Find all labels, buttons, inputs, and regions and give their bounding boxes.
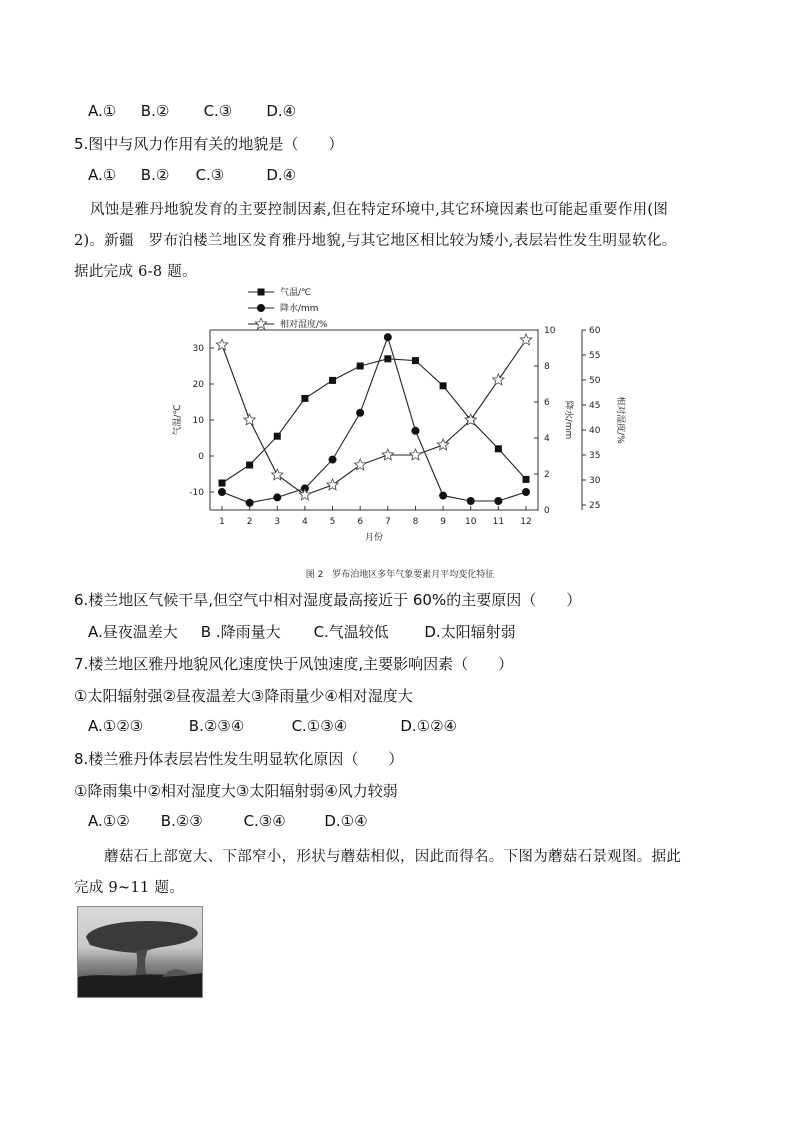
passage1-line3: 据此完成 6-8 题。: [74, 264, 197, 280]
q8-stem: 8.楼兰雅丹体表层岩性发生明显软化原因（ ）: [74, 750, 404, 768]
q4-option-c: C.③: [203, 102, 233, 120]
humidity-tick-label: 35: [589, 451, 601, 461]
legend-marker-temp: [258, 289, 265, 296]
passage2-line1: 蘑菇石上部宽大、下部窄小，形状与蘑菇相似，因此而得名。下图为蘑菇石景观图。据此: [104, 849, 682, 865]
point-temp: [301, 395, 308, 402]
point-humidity: [520, 334, 531, 345]
q7-option-d: D.①②④: [400, 717, 458, 735]
humidity-tick-label: 60: [589, 326, 601, 336]
q7-option-b: B.②③④: [188, 717, 245, 735]
legend-marker-humidity: [255, 318, 266, 329]
point-temp: [219, 480, 226, 487]
legend-label: 气温/℃: [280, 288, 312, 298]
q7-options: [88, 717, 457, 735]
point-temp: [495, 445, 502, 452]
q8-option-c: C.③④: [243, 812, 286, 830]
climate-chart: [160, 282, 640, 582]
q6-option-c: C.气温较低: [313, 623, 389, 641]
point-precip: [356, 409, 364, 417]
x-tick-label: 10: [465, 517, 477, 527]
point-humidity: [299, 489, 310, 500]
q5-option-d: D.④: [266, 166, 297, 184]
mushroom-rock-photo: [77, 906, 203, 998]
point-precip: [522, 488, 530, 496]
legend-label: 降水/mm: [280, 304, 319, 314]
point-humidity: [244, 414, 255, 425]
point-temp: [523, 476, 530, 483]
precip-tick-label: 2: [544, 470, 550, 480]
point-humidity: [382, 449, 393, 460]
passage1-line1: 风蚀是雅丹地貌发育的主要控制因素,但在特定环境中,其它环境因素也可能起重要作用(图: [90, 202, 669, 218]
q7-stem: 7.楼兰地区雅丹地貌风化速度快于风蚀速度,主要影响因素（ ）: [74, 655, 514, 673]
temp-tick-label: 20: [192, 380, 204, 390]
q5-stem: 5.图中与风力作用有关的地貌是（ ）: [74, 135, 344, 153]
q6-options: [88, 621, 516, 642]
point-humidity: [216, 339, 227, 350]
x-tick-label: 3: [274, 517, 281, 527]
precip-tick-label: 0: [544, 506, 550, 516]
q5-options: [88, 166, 296, 184]
temp-axis-title: 气温/℃: [173, 404, 183, 436]
x-tick-label: 4: [302, 517, 308, 527]
q4-option-b: B.②: [140, 102, 170, 120]
humidity-tick-label: 50: [589, 376, 601, 386]
precip-tick-label: 10: [544, 326, 556, 336]
q8-options: [88, 812, 368, 830]
point-precip: [384, 333, 392, 341]
q6-option-d: D.太阳辐射弱: [424, 623, 516, 641]
legend-label: 相对湿度/%: [280, 320, 328, 330]
humidity-tick-label: 45: [589, 401, 601, 411]
x-tick-label: 1: [219, 517, 225, 527]
humidity-tick-label: 40: [589, 426, 601, 436]
temp-tick-label: 10: [192, 416, 204, 426]
point-precip: [329, 456, 337, 464]
precip-tick-label: 6: [544, 398, 550, 408]
x-tick-label: 12: [520, 517, 532, 527]
point-temp: [412, 357, 419, 364]
point-precip: [218, 488, 226, 496]
point-temp: [357, 363, 364, 370]
point-temp: [440, 382, 447, 389]
point-humidity: [327, 479, 339, 490]
humidity-tick-label: 55: [589, 351, 601, 361]
temp-tick-label: -10: [189, 488, 204, 498]
q8-option-b: B.②③: [160, 812, 203, 830]
q6-stem: 6.楼兰地区气候干旱,但空气中相对湿度最高接近于 60%的主要原因（ ）: [74, 591, 582, 609]
q5-option-c: C.③: [195, 166, 225, 184]
legend-marker-precip: [257, 304, 265, 312]
plot-frame: [210, 330, 538, 510]
point-temp: [246, 462, 253, 469]
point-precip: [494, 497, 502, 505]
x-tick-label: 7: [384, 517, 391, 527]
mushroom-rock-illustration: [78, 907, 202, 997]
precip-tick-label: 8: [544, 362, 550, 372]
q4-option-d: D.④: [266, 102, 297, 120]
q6-option-b: B .降雨量大: [200, 623, 281, 641]
q6-option-a: A.昼夜温差大: [88, 623, 178, 641]
humidity-tick-label: 25: [589, 501, 601, 511]
q7-option-c: C.①③④: [291, 717, 348, 735]
point-humidity: [410, 449, 422, 460]
humidity-axis-title: 相对湿度/%: [615, 396, 625, 444]
point-precip: [246, 499, 254, 507]
point-temp: [384, 355, 391, 362]
chart-caption: 图 2 罗布泊地区多年气象要素月平均变化特征: [305, 570, 495, 580]
x-tick-label: 2: [246, 517, 253, 527]
q8-items: ①降雨集中②相对湿度大③太阳辐射弱④风力较弱: [74, 782, 398, 800]
point-humidity: [437, 439, 448, 450]
q8-option-a: A.①②: [88, 812, 130, 830]
point-precip: [439, 492, 447, 500]
x-axis-title: 月份: [364, 533, 384, 543]
point-precip: [467, 497, 475, 505]
series-line-temp: [222, 359, 526, 483]
q5-option-b: B.②: [140, 166, 170, 184]
q7-option-a: A.①②③: [88, 717, 144, 735]
humidity-tick-label: 30: [589, 476, 601, 486]
q7-items: ①太阳辐射强②昼夜温差大③降雨量少④相对湿度大: [74, 687, 413, 705]
series-line-humidity: [222, 340, 526, 495]
x-tick-label: 6: [357, 517, 364, 527]
x-tick-label: 9: [440, 517, 446, 527]
q8-option-d: D.①④: [324, 812, 368, 830]
temp-tick-label: 0: [198, 452, 204, 462]
q4-options: [88, 102, 296, 120]
point-humidity: [493, 374, 504, 385]
x-tick-label: 11: [492, 517, 505, 527]
passage1-line2: 2)。新疆 罗布泊楼兰地区发育雅丹地貌,与其它地区相比较为矮小,表层岩性发生明显软化。: [74, 233, 677, 249]
point-precip: [411, 427, 419, 435]
precip-tick-label: 4: [544, 434, 550, 444]
q5-option-a: A.①: [88, 166, 117, 184]
temp-tick-label: 30: [192, 344, 204, 354]
precip-axis-title: 降水/mm: [563, 400, 573, 440]
q4-option-a: A.①: [88, 102, 117, 120]
point-temp: [329, 377, 336, 384]
passage2-line2: 完成 9~11 题。: [74, 880, 185, 896]
x-tick-label: 8: [412, 517, 419, 527]
point-precip: [273, 493, 281, 501]
point-temp: [274, 433, 281, 440]
x-tick-label: 5: [329, 517, 336, 527]
